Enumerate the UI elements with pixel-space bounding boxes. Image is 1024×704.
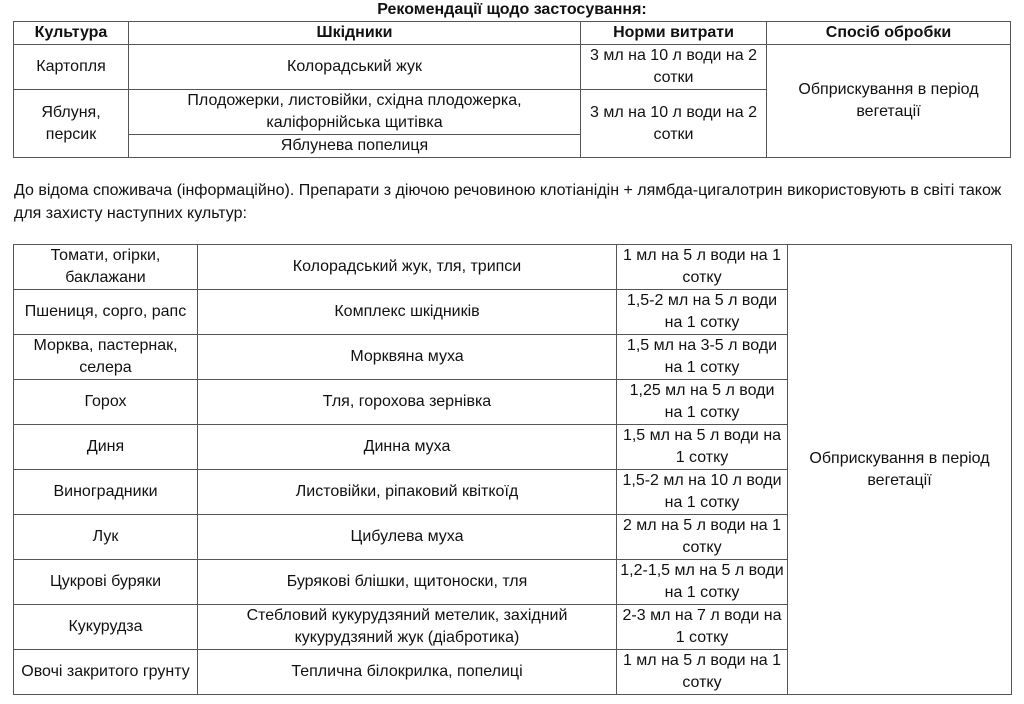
table-row	[14, 45, 1011, 90]
pest-cell: Колорадський жук, тля, трипси	[198, 245, 617, 290]
pest-cell: Стебловий кукурудзяний метелик, західний кукурудзяний жук (діабротика)	[198, 605, 617, 650]
rate-cell: 1 мл на 5 л води на 1 сотку	[617, 650, 788, 695]
pest-cell: Листовійки, ріпаковий квіткоїд	[198, 470, 617, 515]
pest-cell: Теплична білокрилка, попелиці	[198, 650, 617, 695]
crop-cell: Томати, огірки, баклажани	[14, 245, 198, 290]
crop-cell: Лук	[14, 515, 198, 560]
pest-cell: Яблунева попелиця	[129, 135, 581, 158]
rate-cell: 1,25 мл на 5 л води на 1 сотку	[617, 380, 788, 425]
recommendations-table	[13, 21, 1011, 158]
pest-cell: Тля, горохова зернівка	[198, 380, 617, 425]
column-header-rate: Норми витрати	[581, 22, 767, 45]
method-cell: Обприскування в період вегетації	[767, 45, 1011, 158]
pest-cell: Комплекс шкідників	[198, 290, 617, 335]
crop-cell: Картопля	[14, 45, 129, 90]
rate-cell: 1,5 мл на 3-5 л води на 1 сотку	[617, 335, 788, 380]
crop-cell: Кукурудза	[14, 605, 198, 650]
other-crops-table	[13, 244, 1012, 695]
table-header-row	[14, 22, 1011, 45]
crop-cell: Яблуня, персик	[14, 90, 129, 158]
rate-cell: 1,5-2 мл на 10 л води на 1 сотку	[617, 470, 788, 515]
page-title: Рекомендації щодо застосування:	[377, 1, 647, 18]
crop-cell: Морква, пастернак, селера	[14, 335, 198, 380]
rate-cell: 2 мл на 5 л води на 1 сотку	[617, 515, 788, 560]
rate-cell: 1,5 мл на 5 л води на 1 сотку	[617, 425, 788, 470]
pest-cell: Динна муха	[198, 425, 617, 470]
crop-cell: Горох	[14, 380, 198, 425]
rate-cell: 3 мл на 10 л води на 2 сотки	[581, 45, 767, 90]
consumer-note: До відома споживача (інформаційно). Препарати з діючою речовиною клотіанідін + лямбда-цигалотрин використовують в світі також для захисту наступних культур:	[14, 182, 1002, 222]
pest-cell: Морквяна муха	[198, 335, 617, 380]
column-header-method: Спосіб обробки	[767, 22, 1011, 45]
column-header-crop: Культура	[14, 22, 129, 45]
crop-cell: Виноградники	[14, 470, 198, 515]
pest-cell: Цибулева муха	[198, 515, 617, 560]
rate-cell: 3 мл на 10 л води на 2 сотки	[581, 90, 767, 158]
rate-cell: 1 мл на 5 л води на 1 сотку	[617, 245, 788, 290]
crop-cell: Овочі закритого грунту	[14, 650, 198, 695]
pest-cell: Колорадський жук	[129, 45, 581, 90]
rate-cell: 1,2-1,5 мл на 5 л води на 1 сотку	[617, 560, 788, 605]
method-cell: Обприскування в період вегетації	[788, 245, 1012, 695]
column-header-pests: Шкідники	[129, 22, 581, 45]
pest-cell: Бурякові блішки, щитоноски, тля	[198, 560, 617, 605]
pest-cell: Плодожерки, листовійки, східна плодожерка, каліфорнійська щитівка	[129, 90, 581, 135]
crop-cell: Пшениця, сорго, рапс	[14, 290, 198, 335]
table-row	[14, 245, 1012, 290]
rate-cell: 2-3 мл на 7 л води на 1 сотку	[617, 605, 788, 650]
rate-cell: 1,5-2 мл на 5 л води на 1 сотку	[617, 290, 788, 335]
crop-cell: Диня	[14, 425, 198, 470]
crop-cell: Цукрові буряки	[14, 560, 198, 605]
